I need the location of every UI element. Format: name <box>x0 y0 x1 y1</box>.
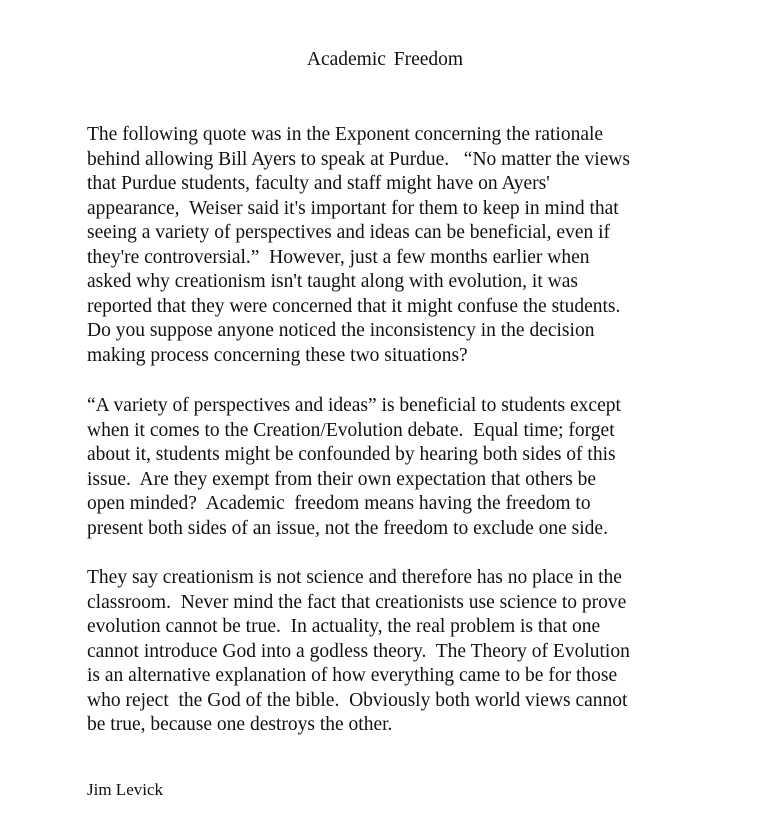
text-line: issue. Are they exempt from their own expectation that others be <box>87 468 597 490</box>
text-line: behind allowing Bill Ayers to speak at Purdue. “No matter the views <box>87 148 631 170</box>
text-line: reported that they were concerned that it might confuse the students. <box>87 295 621 317</box>
text-line: they're controversial.” However, just a few months earlier when <box>87 246 590 268</box>
text-line: “A variety of perspectives and ideas” is beneficial to students except <box>87 395 621 416</box>
text-line: They say creationism is not science and therefore has no place in the <box>87 567 622 588</box>
text-line: seeing a variety of perspectives and ideas can be beneficial, even if <box>87 222 611 243</box>
paragraph-3 <box>87 566 687 738</box>
text-line: making process concerning these two situations? <box>87 344 468 366</box>
author-signature: Jim Levick <box>87 780 164 799</box>
text-line: when it comes to the Creation/Evolution debate. Equal time; forget <box>87 419 615 441</box>
text-line: be true, because one destroys the other. <box>87 714 393 735</box>
text-line: about it, students might be confounded by hearing both sides of this <box>87 444 616 465</box>
text-line: is an alternative explanation of how everything came to be for those <box>87 665 618 686</box>
text-line: evolution cannot be true. In actuality, the real problem is that one <box>87 616 601 637</box>
text-line: The following quote was in the Exponent concerning the rationale <box>87 124 604 145</box>
paragraph-1 <box>87 123 687 368</box>
text-line: appearance, Weiser said it's important for them to keep in mind that <box>87 197 619 219</box>
text-line: classroom. Never mind the fact that creationists use science to prove <box>87 591 627 613</box>
document-title: Academic Freedom <box>306 49 464 70</box>
text-line: cannot introduce God into a godless theory. The Theory of Evolution <box>87 640 630 662</box>
text-line: present both sides of an issue, not the freedom to exclude one side. <box>87 517 608 539</box>
text-line: asked why creationism isn't taught along with evolution, it was <box>87 271 578 292</box>
text-line: Do you suppose anyone noticed the inconsistency in the decision <box>87 320 595 341</box>
text-line: who reject the God of the bible. Obviously both world views cannot <box>87 689 628 711</box>
text-line: that Purdue students, faculty and staff might have on Ayers' <box>87 173 550 194</box>
paragraph-2 <box>87 394 687 541</box>
text-line: open minded? Academic freedom means having the freedom to <box>87 493 591 514</box>
